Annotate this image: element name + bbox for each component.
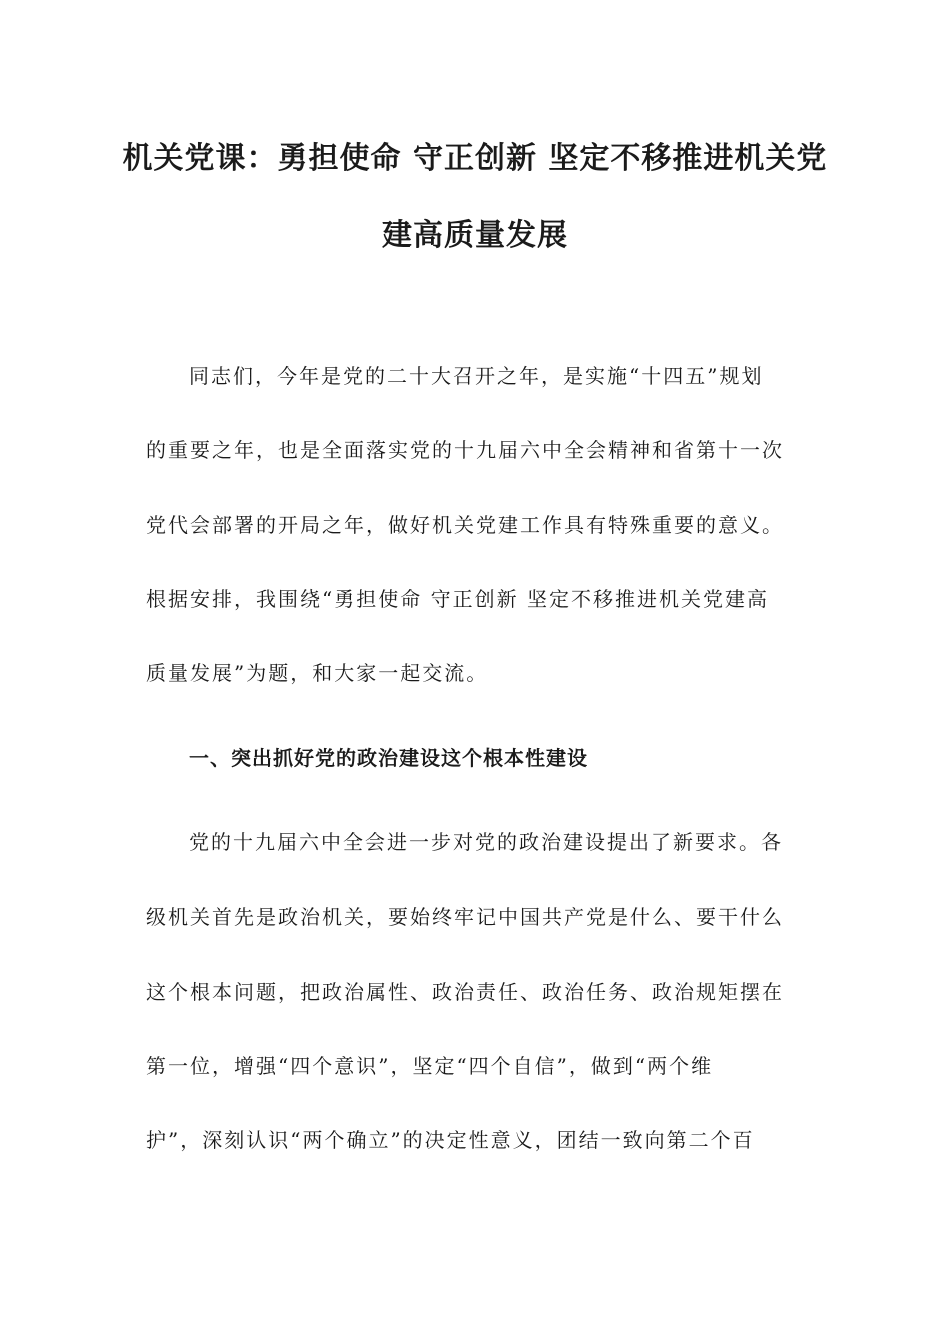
paragraph-1-line-2: 的重要之年，也是全面落实党的十九届六中全会精神和省第十一次	[146, 438, 784, 462]
paragraph-2-line-5: 护”，深刻认识“两个确立”的决定性意义，团结一致向第二个百	[146, 1128, 755, 1152]
paragraph-1-line-1: 同志们，今年是党的二十大召开之年，是实施“十四五”规划	[189, 364, 764, 388]
paragraph-2-line-2: 级机关首先是政治机关，要始终牢记中国共产党是什么、要干什么	[146, 905, 784, 929]
paragraph-1-line-3: 党代会部署的开局之年，做好机关党建工作具有特殊重要的意义。	[146, 513, 784, 537]
paragraph-1-line-4: 根据安排，我围绕“勇担使命 守正创新 坚定不移推进机关党建高	[146, 587, 769, 611]
paragraph-2-line-3: 这个根本问题，把政治属性、政治责任、政治任务、政治规矩摆在	[146, 980, 784, 1004]
section-1-heading: 一、突出抓好党的政治建设这个根本性建设	[189, 746, 588, 770]
document-title-line-2: 建高质量发展	[382, 218, 568, 253]
paragraph-2-line-1: 党的十九届六中全会进一步对党的政治建设提出了新要求。各	[189, 830, 783, 854]
paragraph-1-line-5: 质量发展”为题，和大家一起交流。	[146, 661, 489, 685]
document-title-line-1: 机关党课：勇担使命 守正创新 坚定不移推进机关党	[122, 141, 828, 176]
paragraph-2-line-4: 第一位，增强“四个意识”，坚定“四个自信”，做到“两个维	[146, 1054, 714, 1078]
